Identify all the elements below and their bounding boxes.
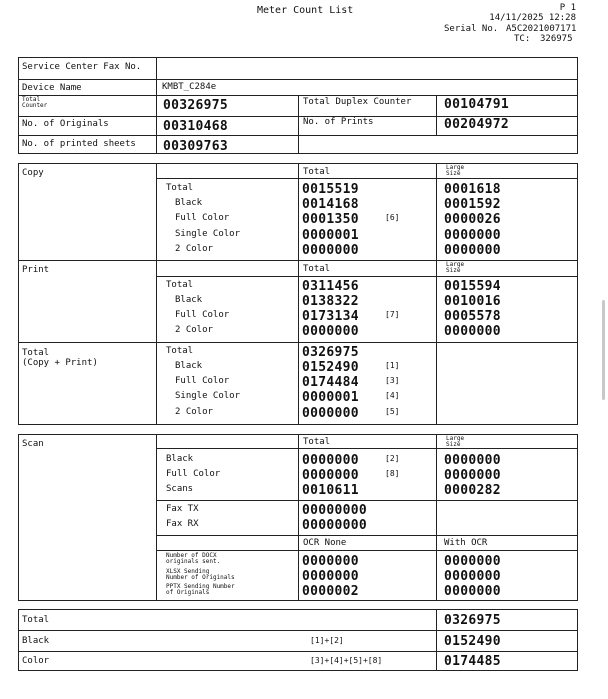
print-row-large: 0015594 bbox=[444, 279, 501, 294]
copy-large-header: Large Size bbox=[446, 164, 465, 177]
total-cp-row-ref: [1] bbox=[385, 361, 400, 370]
summary-color-label: Color bbox=[22, 656, 50, 666]
fax-rx-value: 00000000 bbox=[302, 518, 368, 533]
copy-row-total: 0001350 bbox=[302, 212, 359, 227]
total-cp-row-total: 0152490 bbox=[302, 360, 359, 375]
scan-row-label: Scans bbox=[166, 484, 194, 494]
total-cp-row-ref: [3] bbox=[385, 376, 400, 385]
ocr-row-with: 0000000 bbox=[444, 584, 501, 599]
copy-row-large: 0000026 bbox=[444, 212, 501, 227]
copy-row-large: 0001618 bbox=[444, 182, 501, 197]
originals-label: No. of Originals bbox=[22, 119, 109, 129]
ocr-row-label: Number of DOCX originals sent. bbox=[166, 552, 221, 565]
scan-row-large: 0000000 bbox=[444, 468, 501, 483]
total-cp-section-label: Total (Copy + Print) bbox=[22, 348, 98, 368]
fax-tx-label: Fax TX bbox=[166, 504, 199, 514]
ocr-none-header: OCR None bbox=[303, 538, 347, 548]
copy-row-large: 0000000 bbox=[444, 243, 501, 258]
scan-row-total: 0010611 bbox=[302, 483, 359, 498]
serial-label: Serial No. bbox=[444, 24, 499, 34]
print-row-label: 2 Color bbox=[175, 325, 213, 335]
device-name-value: KMBT_C284e bbox=[162, 82, 217, 92]
print-row-total: 0311456 bbox=[302, 279, 359, 294]
copy-row-large: 0001592 bbox=[444, 197, 501, 212]
with-ocr-header: With OCR bbox=[444, 538, 488, 548]
report-title: Meter Count List bbox=[257, 5, 354, 16]
print-row-label: Full Color bbox=[175, 310, 230, 320]
total-cp-row-label: Black bbox=[175, 361, 203, 371]
total-counter-value: 00326975 bbox=[163, 98, 229, 113]
tc-label: TC: bbox=[514, 34, 531, 44]
copy-row-ref: [6] bbox=[385, 213, 400, 222]
report-datetime: 14/11/2025 12:28 bbox=[489, 13, 576, 23]
scan-large-header: Large Size bbox=[446, 435, 465, 448]
total-cp-row-total: 0174484 bbox=[302, 375, 359, 390]
total-cp-row-label: Single Color bbox=[175, 391, 241, 401]
scan-row-ref: [2] bbox=[385, 454, 400, 463]
tc-value: 326975 bbox=[540, 34, 573, 44]
total-cp-row-label: Full Color bbox=[175, 376, 230, 386]
copy-row-label: Full Color bbox=[175, 213, 230, 223]
copy-row-label: Single Color bbox=[175, 229, 241, 239]
scrollbar-thumb[interactable] bbox=[602, 300, 605, 400]
scan-row-label: Full Color bbox=[166, 469, 221, 479]
ocr-row-label: PPTX Sending Number of Originals bbox=[166, 583, 235, 596]
prints-value: 00204972 bbox=[444, 117, 510, 132]
total-counter-label: Total Counter bbox=[22, 96, 48, 109]
ocr-row-none: 0000000 bbox=[302, 554, 359, 569]
print-row-label: Black bbox=[175, 295, 203, 305]
device-name-label: Device Name bbox=[22, 83, 82, 93]
copy-row-label: Total bbox=[166, 183, 194, 193]
copy-row-total: 0014168 bbox=[302, 197, 359, 212]
ocr-row-label: XLSX Sending Number of Originals bbox=[166, 568, 235, 581]
fax-rx-label: Fax RX bbox=[166, 519, 199, 529]
scan-row-large: 0000282 bbox=[444, 483, 501, 498]
scan-total-header: Total bbox=[303, 437, 331, 447]
total-cp-row-total: 0000000 bbox=[302, 406, 359, 421]
total-cp-row-total: 0326975 bbox=[302, 345, 359, 360]
summary-color-value: 0174485 bbox=[444, 654, 501, 669]
summary-black-label: Black bbox=[22, 636, 50, 646]
copy-row-total: 0000001 bbox=[302, 228, 359, 243]
print-row-large: 0010016 bbox=[444, 294, 501, 309]
ocr-row-with: 0000000 bbox=[444, 569, 501, 584]
print-row-total: 0000000 bbox=[302, 324, 359, 339]
print-row-label: Total bbox=[166, 280, 194, 290]
summary-total-value: 0326975 bbox=[444, 613, 501, 628]
copy-total-header: Total bbox=[303, 167, 331, 177]
copy-row-label: Black bbox=[175, 198, 203, 208]
page-number: P 1 bbox=[559, 3, 576, 13]
scan-row-label: Black bbox=[166, 454, 194, 464]
originals-value: 00310468 bbox=[163, 119, 229, 134]
print-section-label: Print bbox=[22, 265, 50, 275]
scan-section-label: Scan bbox=[22, 439, 44, 449]
ocr-row-with: 0000000 bbox=[444, 554, 501, 569]
duplex-label: Total Duplex Counter bbox=[303, 97, 412, 107]
scan-row-large: 0000000 bbox=[444, 453, 501, 468]
prints-label: No. of Prints bbox=[303, 117, 374, 127]
print-large-header: Large Size bbox=[446, 261, 465, 274]
total-cp-row-ref: [5] bbox=[385, 407, 400, 416]
copy-row-total: 0015519 bbox=[302, 182, 359, 197]
total-cp-row-total: 0000001 bbox=[302, 390, 359, 405]
serial-value: A5C2021007171 bbox=[506, 24, 577, 34]
scan-row-total: 0000000 bbox=[302, 453, 359, 468]
fax-tx-value: 00000000 bbox=[302, 503, 368, 518]
copy-row-label: 2 Color bbox=[175, 244, 213, 254]
print-row-large: 0005578 bbox=[444, 309, 501, 324]
scan-row-total: 0000000 bbox=[302, 468, 359, 483]
total-cp-row-ref: [4] bbox=[385, 391, 400, 400]
summary-total-label: Total bbox=[22, 615, 50, 625]
total-cp-row-label: Total bbox=[166, 346, 194, 356]
print-row-total: 0173134 bbox=[302, 309, 359, 324]
fax-label: Service Center Fax No. bbox=[22, 62, 142, 72]
print-row-total: 0138322 bbox=[302, 294, 359, 309]
print-row-ref: [7] bbox=[385, 310, 400, 319]
copy-row-large: 0000000 bbox=[444, 228, 501, 243]
duplex-value: 00104791 bbox=[444, 97, 510, 112]
total-cp-row-label: 2 Color bbox=[175, 407, 213, 417]
print-total-header: Total bbox=[303, 264, 331, 274]
scan-row-ref: [8] bbox=[385, 469, 400, 478]
summary-black-formula: [1]+[2] bbox=[310, 636, 344, 645]
ocr-row-none: 0000002 bbox=[302, 584, 359, 599]
summary-color-formula: [3]+[4]+[5]+[8] bbox=[310, 656, 383, 665]
print-row-large: 0000000 bbox=[444, 324, 501, 339]
printed-sheets-label: No. of printed sheets bbox=[22, 139, 136, 149]
printed-sheets-value: 00309763 bbox=[163, 139, 229, 154]
copy-section-label: Copy bbox=[22, 168, 44, 178]
ocr-row-none: 0000000 bbox=[302, 569, 359, 584]
copy-row-total: 0000000 bbox=[302, 243, 359, 258]
summary-black-value: 0152490 bbox=[444, 634, 501, 649]
